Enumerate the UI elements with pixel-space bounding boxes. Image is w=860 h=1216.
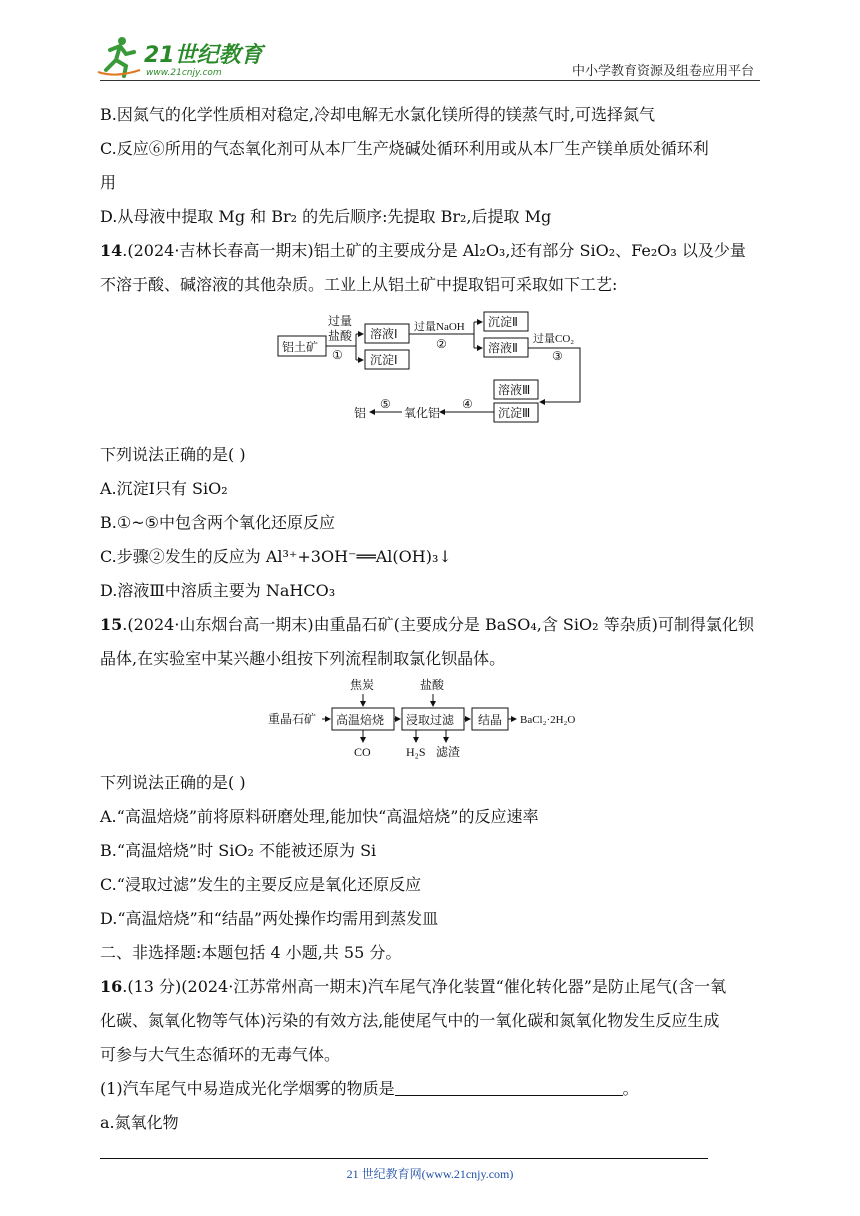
q14-option-d: D.溶液Ⅲ中溶质主要为 NaHCO₃ — [100, 581, 336, 600]
q14-stem-line2: 不溶于酸、碱溶液的其他杂质。工业上从铝土矿中提取铝可采取如下工艺: — [100, 275, 618, 294]
precip1-label: 沉淀Ⅰ — [370, 353, 398, 367]
q14-option-b: B.①~⑤中包含两个氧化还原反应 — [100, 513, 335, 532]
aluminum-label: 铝 — [354, 406, 367, 420]
q14-prompt: 下列说法正确的是( ) — [100, 445, 246, 464]
header-platform-text: 中小学教育资源及组卷应用平台 — [571, 63, 754, 78]
step4-label: ④ — [462, 397, 473, 411]
logo — [96, 32, 276, 80]
logo-text: 21世纪教育 — [144, 43, 263, 68]
q14-stem-line1: 14.(2024·吉林长春高一期末)铝土矿的主要成分是 Al₂O₃,还有部分 SiO₂、Fe₂O₃ 以及少量 — [100, 241, 746, 260]
precip2-label: 沉淀Ⅱ — [488, 315, 518, 329]
reagent2-label: 过量NaOH — [414, 321, 465, 333]
input-coke: 焦炭 — [350, 678, 375, 692]
q15-prompt: 下列说法正确的是( ) — [100, 773, 246, 792]
q13-option-c-line1: C.反应⑥所用的气态氧化剂可从本厂生产烧碱处循环利用或从本厂生产镁单质处循环利 — [100, 139, 709, 158]
input-hcl: 盐酸 — [420, 678, 445, 692]
reagent1-b: 盐酸 — [328, 329, 353, 343]
runner-icon — [98, 37, 140, 76]
q15-option-c: C.“浸取过滤”发生的主要反应是氧化还原反应 — [100, 875, 422, 894]
step2-label: ② — [436, 337, 447, 351]
q15-option-a: A.“高温焙烧”前将原料研磨处理,能加快“高温焙烧”的反应速率 — [100, 807, 539, 826]
solution2-label: 溶液Ⅱ — [488, 341, 518, 355]
q15-option-b: B.“高温焙烧”时 SiO₂ 不能被还原为 Si — [100, 841, 377, 860]
ore-label: 铝土矿 — [282, 340, 319, 354]
out-residue: 滤渣 — [436, 745, 461, 759]
alumina-label: 氧化铝 — [404, 406, 441, 420]
q16-number: 16 — [100, 977, 123, 996]
footer-text: 21 世纪教育网(www.21cnjy.com) — [346, 1167, 514, 1181]
out-co: CO — [354, 745, 371, 759]
q13-option-c-line2: 用 — [100, 173, 117, 192]
step-crystallize: 结晶 — [478, 713, 503, 727]
page-header — [0, 0, 860, 82]
q16-sub1: (1)汽车尾气中易造成光化学烟雾的物质是 。 — [100, 1079, 639, 1098]
answer-blank[interactable] — [395, 1081, 623, 1096]
reagent3-label: 过量CO₂ — [533, 333, 575, 345]
q15-stem-line1: 15.(2024·山东烟台高一期末)由重晶石矿(主要成分是 BaSO₄,含 SiO₂ 等杂质)可制得氯化钡 — [100, 615, 754, 634]
step5-label: ⑤ — [380, 397, 391, 411]
q16-option-a: a.氮氧化物 — [100, 1113, 179, 1132]
solution3-label: 溶液Ⅲ — [498, 383, 531, 397]
step3-label: ③ — [552, 349, 563, 363]
q14-option-a: A.沉淀Ⅰ只有 SiO₂ — [100, 479, 228, 498]
reagent1-a: 过量 — [328, 314, 353, 328]
step-roasting: 高温焙烧 — [336, 713, 385, 727]
q16-stem-line2: 化碳、氮氧化物等气体)污染的有效方法,能使尾气中的一氧化碳和氮氧化物发生反应生成 — [100, 1011, 720, 1030]
product-label: BaCl₂·2H₂O — [520, 714, 576, 726]
solution1-label: 溶液Ⅰ — [370, 327, 398, 341]
section-heading: 二、非选择题:本题包括 4 小题,共 55 分。 — [100, 943, 402, 962]
q15-flow-diagram — [266, 676, 606, 762]
q15-stem-line2: 晶体,在实验室中某兴趣小组按下列流程制取氯化钡晶体。 — [100, 649, 506, 668]
step-leaching: 浸取过滤 — [406, 713, 455, 727]
footer-divider — [100, 1158, 708, 1159]
q14-option-c: C.步骤②发生的反应为 Al³⁺+3OH⁻══Al(OH)₃↓ — [100, 547, 452, 566]
q14-number: 14 — [100, 241, 123, 260]
q15-option-d: D.“高温焙烧”和“结晶”两处操作均需用到蒸发皿 — [100, 909, 439, 928]
precip3-label: 沉淀Ⅲ — [498, 406, 531, 420]
q13-option-b: B.因氮气的化学性质相对稳定,冷却电解无水氯化镁所得的镁蒸气时,可选择氮气 — [100, 105, 656, 124]
q14-flow-diagram — [270, 308, 600, 432]
q15-number: 15 — [100, 615, 123, 634]
out-h2s: H₂S — [406, 745, 426, 759]
q16-stem-line1: 16.(13 分)(2024·江苏常州高一期末)汽车尾气净化装置“催化转化器”是防止尾气(含一氧 — [100, 977, 727, 996]
step1-label: ① — [332, 348, 343, 362]
header-divider — [100, 80, 760, 81]
q13-option-d: D.从母液中提取 Mg 和 Br₂ 的先后顺序:先提取 Br₂,后提取 Mg — [100, 207, 552, 226]
q15-ore-label: 重晶石矿 — [268, 712, 317, 726]
logo-url: www.21cnjy.com — [146, 68, 222, 78]
q16-stem-line3: 可参与大气生态循环的无毒气体。 — [100, 1045, 341, 1064]
